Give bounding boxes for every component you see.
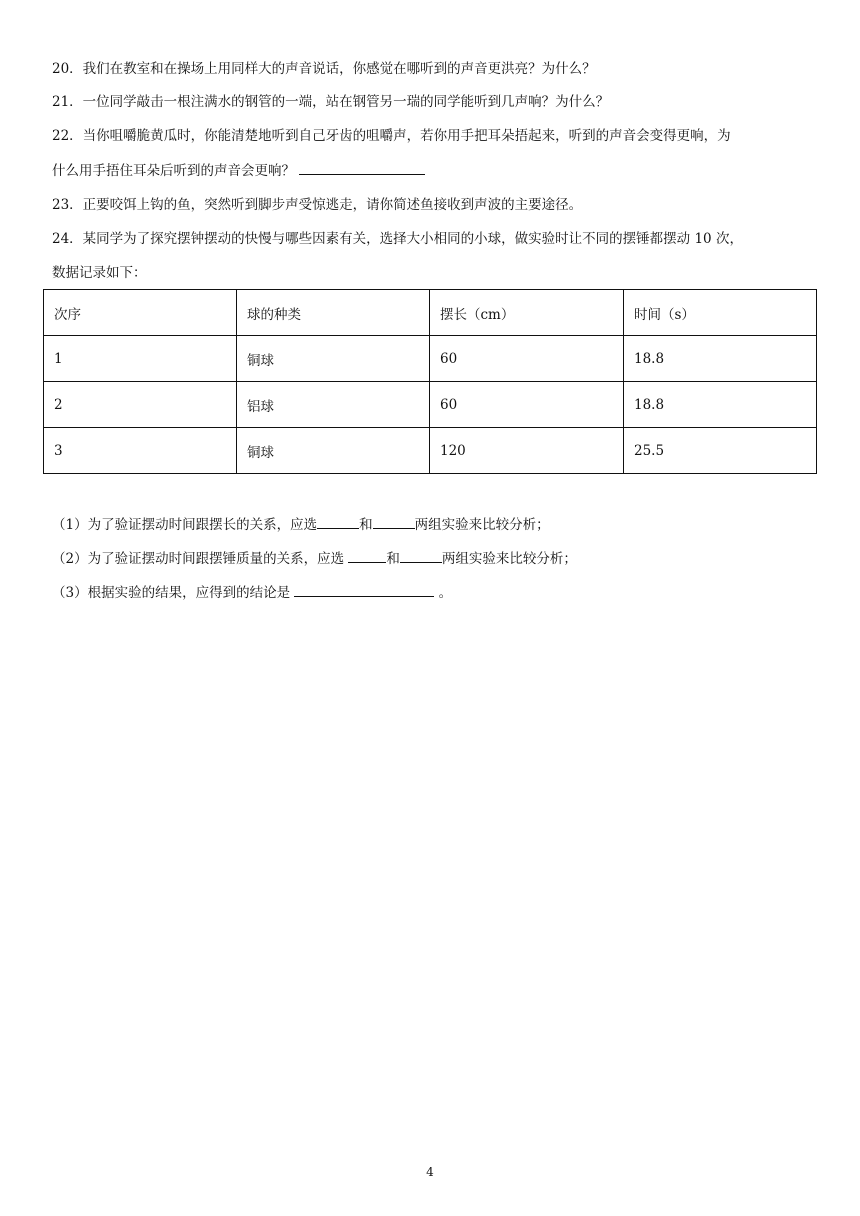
table-row [44, 428, 817, 474]
table-cell: 1 [44, 336, 237, 382]
subquestion-2-tail: 两组实验来比较分析； [441, 551, 577, 567]
answer-blank[interactable] [348, 548, 386, 563]
table-header-cell: 时间（s） [624, 290, 817, 336]
page-number: 4 [426, 1165, 434, 1179]
question-24-line-1: 24．某同学为了探究摆钟摆动的快慢与哪些因素有关，选择大小相同的小球，做实验时让不同的摆锤都摆动 10 次， [52, 231, 743, 247]
subquestion-1-tail: 两组实验来比较分析； [414, 517, 550, 533]
answer-blank[interactable] [299, 160, 425, 175]
table-header-cell: 次序 [44, 290, 237, 336]
table-header-row [44, 290, 817, 336]
subquestion-2 [52, 548, 577, 569]
question-22-line-2 [52, 160, 425, 181]
answer-blank[interactable] [400, 548, 442, 563]
table-cell: 25.5 [624, 428, 817, 474]
subquestion-3-tail: 。 [434, 585, 453, 601]
table-cell: 60 [430, 336, 624, 382]
subquestion-3-text: （3）根据实验的结果，应得到的结论是 [52, 585, 295, 601]
table-cell: 2 [44, 382, 237, 428]
table-cell: 120 [430, 428, 624, 474]
table-cell: 3 [44, 428, 237, 474]
data-table [43, 289, 817, 474]
answer-blank[interactable] [373, 514, 415, 529]
subquestion-1 [52, 514, 550, 535]
question-21: 21．一位同学敲击一根注满水的钢管的一端，站在钢管另一瑞的同学能听到几声响？为什么？ [52, 94, 610, 110]
subquestion-2-and: 和 [386, 551, 400, 567]
table-header-cell: 球的种类 [237, 290, 430, 336]
table-cell: 铝球 [237, 382, 430, 428]
answer-blank[interactable] [294, 582, 434, 597]
subquestion-2-text: （2）为了验证摆动时间跟摆锤质量的关系，应选 [52, 551, 349, 567]
subquestion-1-text: （1）为了验证摆动时间跟摆长的关系，应选 [52, 517, 318, 533]
table-header-cell: 摆长（cm） [430, 290, 624, 336]
table-cell: 60 [430, 382, 624, 428]
table-cell: 18.8 [624, 382, 817, 428]
question-20: 20．我们在教室和在操场上用同样大的声音说话，你感觉在哪听到的声音更洪亮？为什么？ [52, 61, 596, 77]
question-22-line-1: 22．当你咀嚼脆黄瓜时，你能清楚地听到自己牙齿的咀嚼声，若你用手把耳朵捂起来，听到的声音会变得更响，为 [52, 128, 731, 144]
table-row [44, 382, 817, 428]
table-row [44, 336, 817, 382]
subquestion-3 [52, 582, 452, 603]
table-cell: 铜球 [237, 336, 430, 382]
question-23: 23．正要咬饵上钩的鱼，突然听到脚步声受惊逃走，请你简述鱼接收到声波的主要途径。 [52, 197, 583, 213]
subquestion-1-and: 和 [359, 517, 373, 533]
question-22-text: 什么用手捂住耳朵后听到的声音会更响？ [52, 163, 295, 179]
answer-blank[interactable] [317, 514, 359, 529]
table-cell: 18.8 [624, 336, 817, 382]
table-cell: 铜球 [237, 428, 430, 474]
question-24-line-2: 数据记录如下： [52, 265, 147, 281]
